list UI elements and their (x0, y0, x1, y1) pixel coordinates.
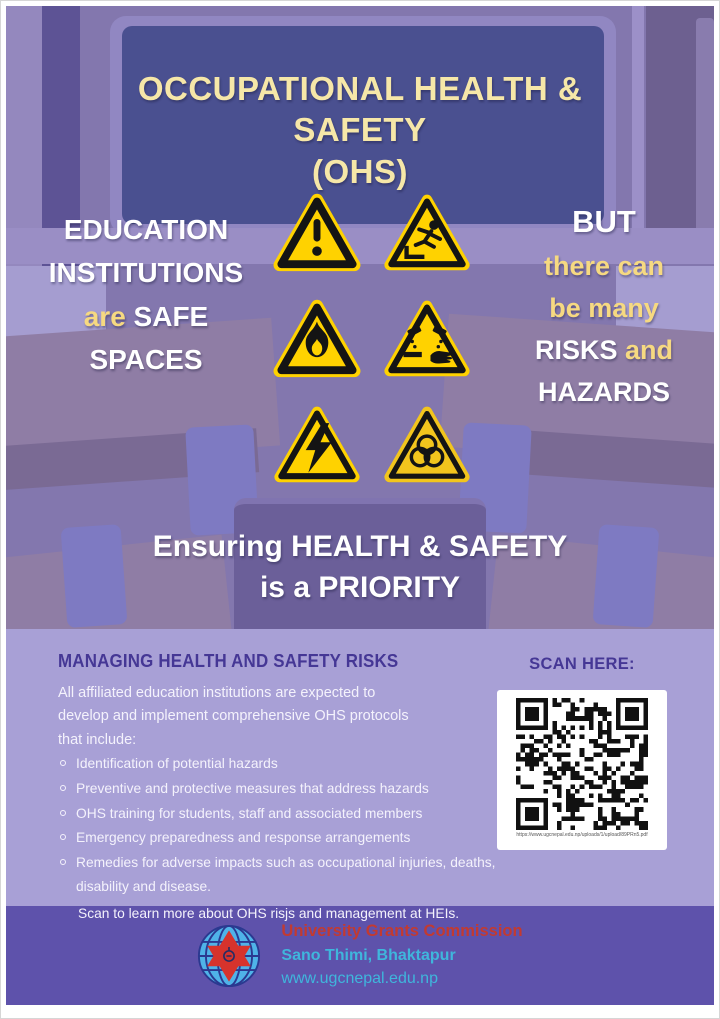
left-statement-line3-rest: SAFE (125, 300, 209, 332)
bullet-text: Remedies for adverse impacts such as occupational injuries, deaths, disability and disease. (76, 854, 496, 895)
left-statement-line4: SPACES (89, 344, 203, 376)
classroom-scene (6, 6, 714, 629)
list-item (58, 777, 508, 802)
footer-address: Sano Thimi, Bhaktapur (281, 947, 456, 965)
scan-column (497, 655, 667, 850)
panel-intro-line3: that include: (58, 731, 137, 748)
flammable-hazard-icon (272, 298, 362, 378)
left-statement (20, 208, 272, 382)
poster-title-line2: (OHS) (312, 152, 408, 190)
footer-website: www.ugcnepal.edu.np (281, 970, 438, 988)
bullet-text: Emergency preparedness and response arrangements (76, 830, 411, 846)
left-statement-line3 (20, 295, 272, 338)
priority-line2: is a PRIORITY (259, 571, 461, 605)
list-item (58, 826, 508, 851)
bullet-icon (60, 859, 66, 865)
bullet-icon (60, 785, 66, 791)
accent-word: are (83, 300, 126, 332)
footer-text (281, 920, 522, 990)
right-statement-line2: there can (543, 251, 665, 282)
panel-bullet-list (58, 752, 508, 899)
qr-pattern (509, 698, 655, 830)
panel-intro-line1: All affiliated education institutions are expected to (58, 685, 376, 701)
poster (6, 6, 714, 1006)
qr-code (497, 690, 667, 850)
biohazard-icon (382, 404, 472, 484)
bullet-icon (60, 834, 66, 840)
bullet-text: Identification of potential hazards (76, 756, 278, 772)
falling-hazard-icon (382, 192, 472, 272)
left-statement-line1: EDUCATION (63, 214, 229, 245)
bullet-text: OHS training for students, staff and associated members (76, 805, 423, 821)
panel-intro-line2: develop and implement comprehensive OHS protocols (58, 708, 409, 725)
managing-risks-panel (6, 629, 714, 921)
priority-statement (6, 526, 714, 609)
right-statement-line5: HAZARDS (538, 376, 670, 407)
scan-note: Scan to learn more about OHS risjs and management at HEIs. (78, 905, 460, 921)
list-item (58, 752, 508, 777)
footer-org: University Grants Commission (281, 922, 523, 941)
right-statement-line4-white: RISKS (534, 334, 618, 365)
panel-intro (58, 682, 508, 752)
accent-word: and (617, 334, 674, 365)
general-warning-icon (272, 192, 362, 272)
electrical-hazard-icon (272, 404, 362, 484)
bullet-icon (60, 760, 66, 766)
panel-heading: MANAGING HEALTH AND SAFETY RISKS (58, 651, 399, 671)
hazard-sign-grid (270, 192, 474, 484)
right-statement-line3: be many (549, 292, 659, 323)
poster-title-line1: OCCUPATIONAL HEALTH & SAFETY (137, 70, 583, 149)
list-item (58, 851, 508, 900)
ugc-logo-icon (197, 924, 261, 988)
corrosive-hazard-icon (382, 298, 472, 378)
list-item (58, 802, 508, 827)
qr-caption: https://www.ugcnepal.edu.np/uploads/1/upload/89PRn5.pdf (516, 832, 648, 838)
left-statement-line2: INSTITUTIONS (48, 257, 244, 289)
panel-text-column (58, 651, 508, 926)
right-statement-line4 (498, 330, 710, 372)
right-statement-line1: BUT (572, 204, 636, 239)
bullet-icon (60, 810, 66, 816)
poster-title (80, 68, 640, 192)
priority-line1: Ensuring HEALTH & SAFETY (152, 530, 568, 563)
right-statement (498, 198, 710, 413)
bullet-text: Preventive and protective measures that address hazards (76, 781, 429, 796)
scan-here-label: SCAN HERE: (529, 655, 635, 673)
